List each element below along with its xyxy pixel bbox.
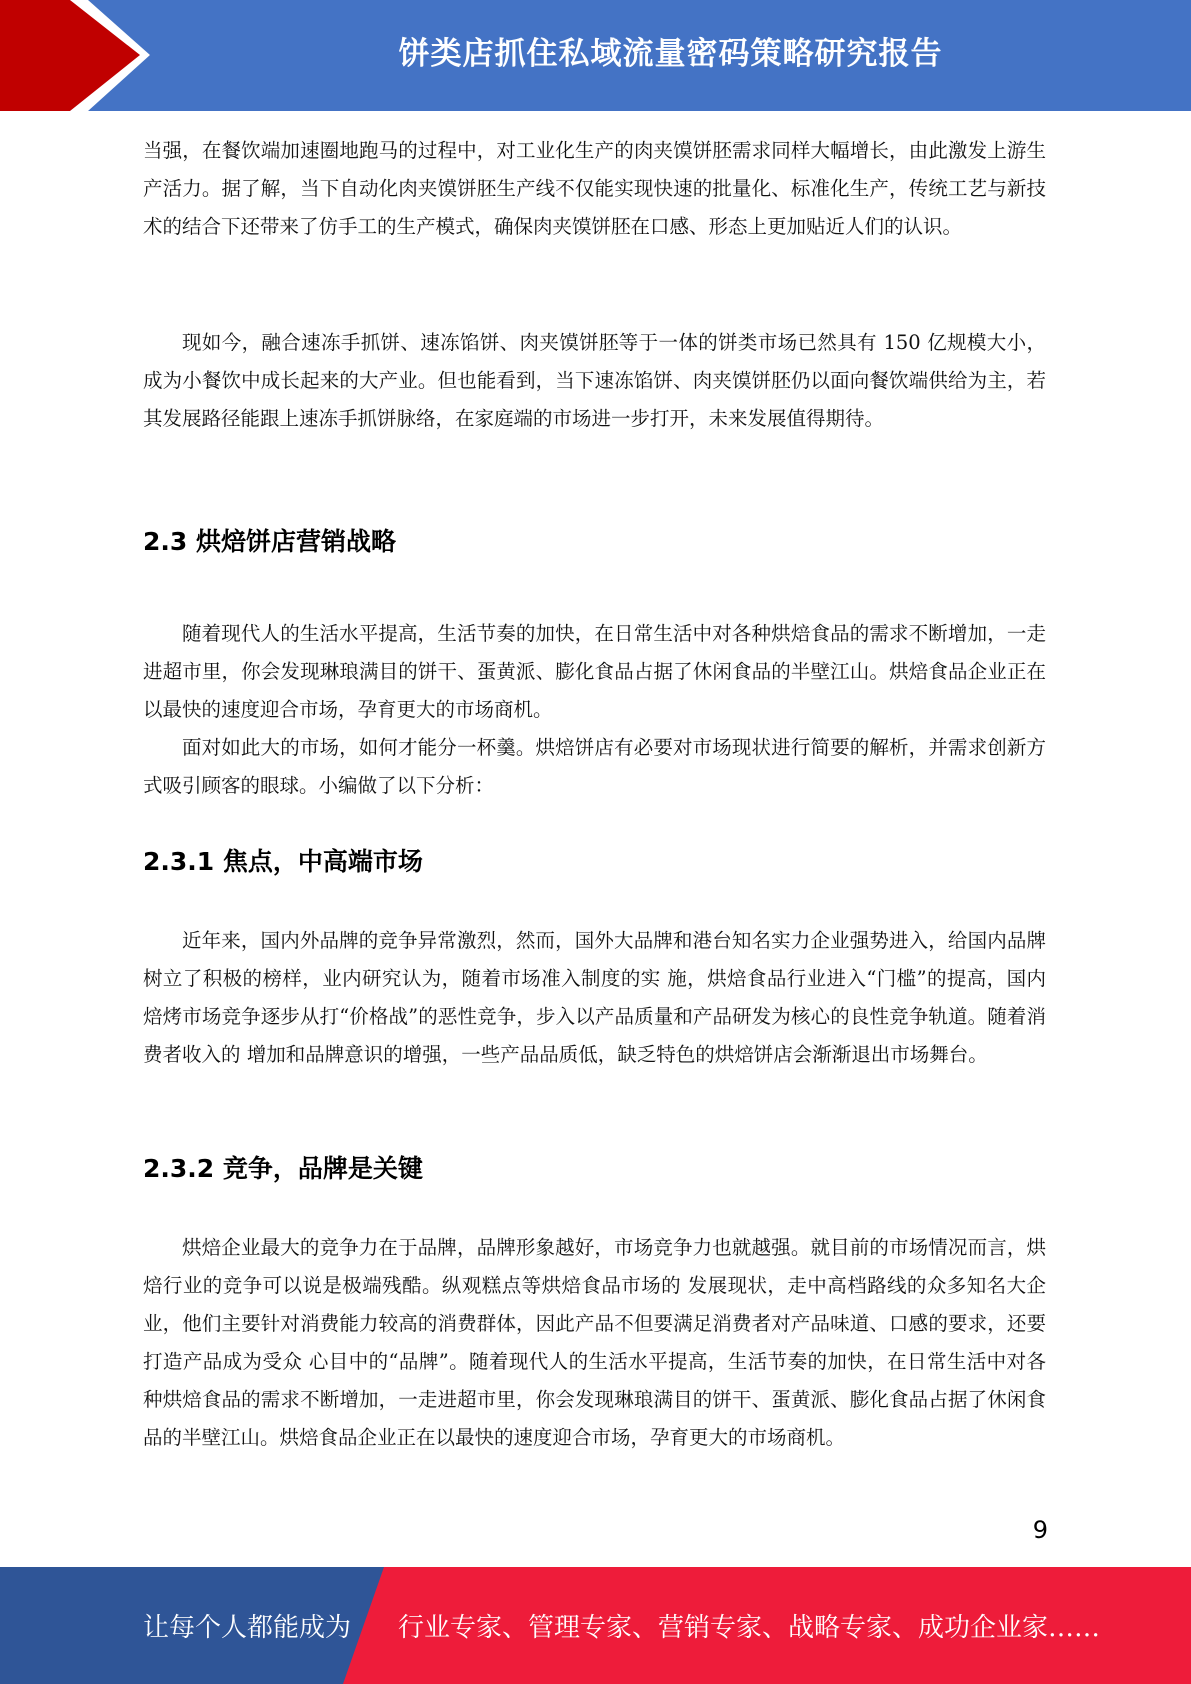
- page-header: [0, 0, 1191, 111]
- paragraph: 随着现代人的生活水平提高，生活节奏的加快，在日常生活中对各种烘焙食品的需求不断增加，一走进超市里，你会发现琳琅满目的饼干、蛋黄派、膨化食品占据了休闲食品的半壁江山。烘焙食品企业正在以最快的速度迎合市场，孕育更大的市场商机。: [143, 622, 1046, 721]
- paragraph: 面对如此大的市场，如何才能分一杯羹。烘焙饼店有必要对市场现状进行简要的解析，并需求创新方式吸引顾客的眼球。小编做了以下分析：: [143, 736, 1046, 797]
- page-number: 9: [1032, 1516, 1048, 1544]
- paragraph: 当强，在餐饮端加速圈地跑马的过程中，对工业化生产的肉夹馍饼胚需求同样大幅增长，由此激发上游生产活力。据了解，当下自动化肉夹馍饼胚生产线不仅能实现快速的批量化、标准化生产，传统工艺与新技术的结合下还带来了仿手工的生产模式，确保肉夹馍饼胚在口感、形态上更加贴近人们的认识。: [143, 139, 1046, 238]
- footer-slogan-right: 行业专家、管理专家、营销专家、战略专家、成功企业家……: [398, 1613, 1101, 1643]
- paragraph: 烘焙企业最大的竞争力在于品牌，品牌形象越好，市场竞争力也就越强。就目前的市场情况而言，烘焙行业的竞争可以说是极端残酷。纵观糕点等烘焙食品市场的 发展现状，走中高档路线的众多知名大企业，他们主要针对消费能力较高的消费群体，因此产品不但要满足消费者对产品味道、口感的要求，还要打造产品成为受众 心目中的“品牌”。随着现代人的生活水平提高，生活节奏的加快，在日常生活中对各种烘焙食品的需求不断增加，一走进超市里，你会发现琳琅满目的饼干、蛋黄派、膨化食品占据了休闲食品的半壁江山。烘焙食品企业正在以最快的速度迎合市场，孕育更大的市场商机。: [143, 1236, 1046, 1449]
- paragraph: 现如今，融合速冻手抓饼、速冻馅饼、肉夹馍饼胚等于一体的饼类市场已然具有 150 亿规模大小，成为小餐饮中成长起来的大产业。但也能看到，当下速冻馅饼、肉夹馍饼胚仍以面向餐饮端供给为主，若其发展路径能跟上速冻手抓饼脉络，在家庭端的市场进一步打开，未来发展值得期待。: [143, 331, 1046, 430]
- page-footer: [0, 1567, 1191, 1684]
- paragraph-3-block: [143, 615, 1046, 805]
- section-heading-2-3-1: 2.3.1 焦点，中高端市场: [143, 847, 423, 876]
- section-heading-2-3: 2.3 烘焙饼店营销战略: [143, 527, 396, 556]
- paragraph-2-block: [143, 324, 1046, 438]
- paragraph-5-block: [143, 922, 1046, 1074]
- paragraph: 近年来，国内外品牌的竞争异常激烈，然而，国外大品牌和港台知名实力企业强势进入，给国内品牌树立了积极的榜样，业内研究认为，随着市场准入制度的实 施，烘焙食品行业进入“门槛”的提高，国内焙烤市场竞争逐步从打“价格战”的恶性竞争，步入以产品质量和产品研发为核心的良性竞争轨道。随着消费者收入的 增加和品牌意识的增强，一些产品品质低，缺乏特色的烘焙饼店会渐渐退出市场舞台。: [143, 929, 1046, 1066]
- paragraph-1-block: [143, 132, 1046, 246]
- footer-slogan-left: 让每个人都能成为: [143, 1613, 352, 1643]
- section-heading-2-3-2: 2.3.2 竞争，品牌是关键: [143, 1154, 423, 1183]
- document-title: 饼类店抓住私域流量密码策略研究报告: [398, 35, 943, 72]
- paragraph-6-block: [143, 1229, 1046, 1457]
